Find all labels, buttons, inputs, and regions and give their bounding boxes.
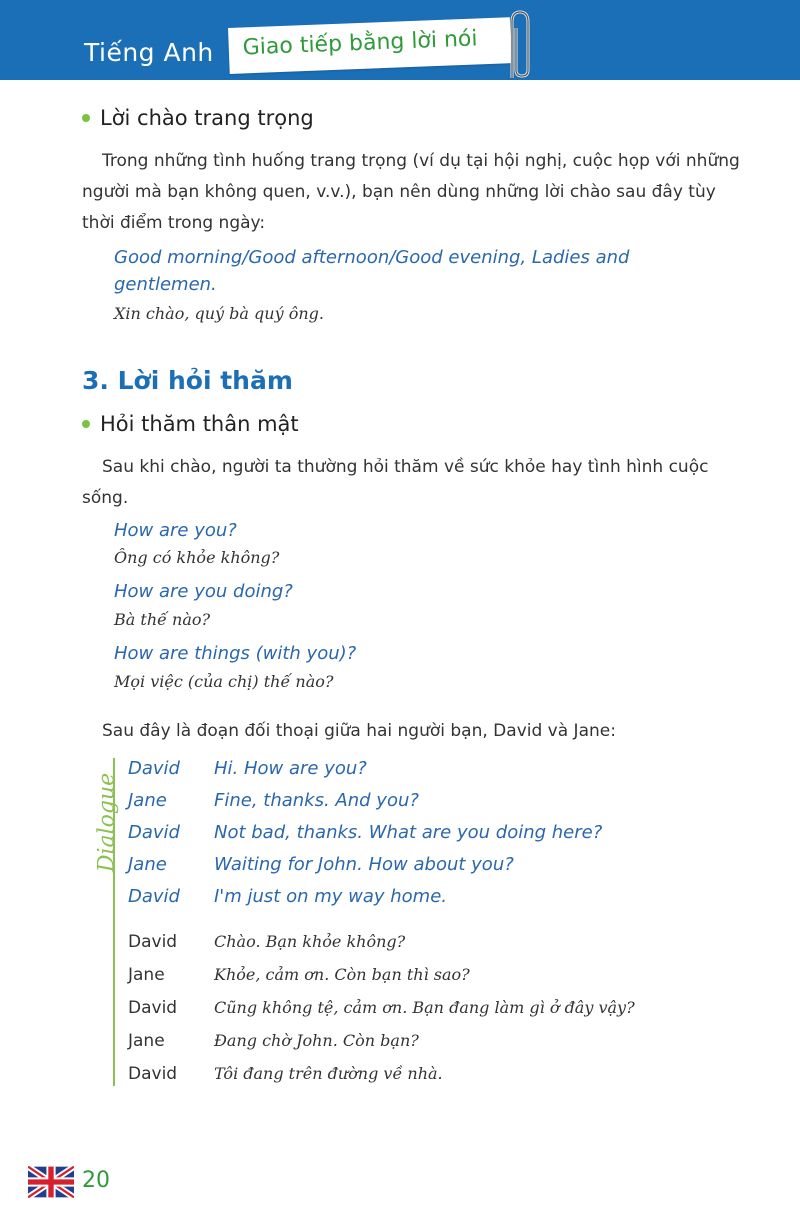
dialogue-text: Hi. How are you? — [214, 758, 367, 779]
formal-greeting-example-en: Good morning/Good afternoon/Good evening, Ladies and gentlemen. — [114, 247, 630, 295]
section-title: 3. Lời hỏi thăm — [82, 366, 293, 395]
dialogue-text: Cũng không tệ, cảm ơn. Bạn đang làm gì ở đây vậy? — [214, 998, 635, 1017]
casual-greeting-paragraph: Sau khi chào, người ta thường hỏi thăm về sức khỏe hay tình hình cuộc sống. — [82, 457, 709, 508]
formal-greeting-paragraph: Trong những tình huống trang trọng (ví dụ tại hội nghị, cuộc họp với những người mà bạn không quen, v.v.), bạn nên dùng những lời chào sau đây tùy thời điểm trong ngày: — [82, 151, 740, 233]
dialogue-text: Fine, thanks. And you? — [214, 790, 419, 811]
subtitle-text: Giao tiếp bằng lời nói — [242, 26, 478, 61]
dialogue-text: I'm just on my way home. — [214, 886, 448, 907]
dialogue-text: Tôi đang trên đường về nhà. — [214, 1064, 443, 1083]
dialogue-text: Not bad, thanks. What are you doing here? — [214, 822, 603, 843]
page-number: 20 — [82, 1168, 110, 1193]
speaker-name: Jane — [128, 854, 167, 875]
bullet-icon — [82, 114, 90, 122]
dialogue-text: Waiting for John. How about you? — [214, 854, 514, 875]
speaker-name: Jane — [128, 790, 167, 811]
dialogue-intro: Sau đây là đoạn đối thoại giữa hai người bạn, David và Jane: — [102, 721, 616, 741]
speaker-name: Jane — [128, 965, 165, 985]
example-en: How are you? — [114, 520, 237, 541]
speaker-name: David — [128, 998, 178, 1018]
formal-greeting-example-vi: Xin chào, quý bà quý ông. — [114, 304, 324, 323]
dialogue-text: Đang chờ John. Còn bạn? — [214, 1031, 419, 1050]
dialogue-text: Khỏe, cảm ơn. Còn bạn thì sao? — [214, 965, 470, 984]
speaker-name: David — [128, 886, 180, 907]
heading-casual-greeting-text: Hỏi thăm thân mật — [100, 412, 299, 436]
speaker-name: David — [128, 758, 180, 779]
example-en: How are you doing? — [114, 581, 293, 602]
example-vi: Mọi việc (của chị) thế nào? — [114, 672, 334, 691]
speaker-name: Jane — [128, 1031, 165, 1051]
example-vi: Ông có khỏe không? — [114, 548, 280, 567]
book-title: Tiếng Anh — [84, 38, 214, 67]
uk-flag-icon — [28, 1166, 74, 1198]
header-banner — [0, 0, 800, 80]
speaker-name: David — [128, 1064, 178, 1084]
dialogue-text: Chào. Bạn khỏe không? — [214, 932, 406, 951]
heading-formal-greeting — [82, 106, 314, 130]
speaker-name: David — [128, 822, 180, 843]
example-en: How are things (with you)? — [114, 643, 357, 664]
heading-casual-greeting — [82, 412, 299, 436]
heading-formal-greeting-text: Lời chào trang trọng — [100, 106, 314, 130]
speaker-name: David — [128, 932, 178, 952]
paperclip-icon — [500, 8, 536, 82]
example-vi: Bà thế nào? — [114, 610, 211, 629]
subtitle-card — [228, 17, 512, 74]
dialogue-label: Dialogue — [94, 772, 120, 873]
bullet-icon — [82, 420, 90, 428]
